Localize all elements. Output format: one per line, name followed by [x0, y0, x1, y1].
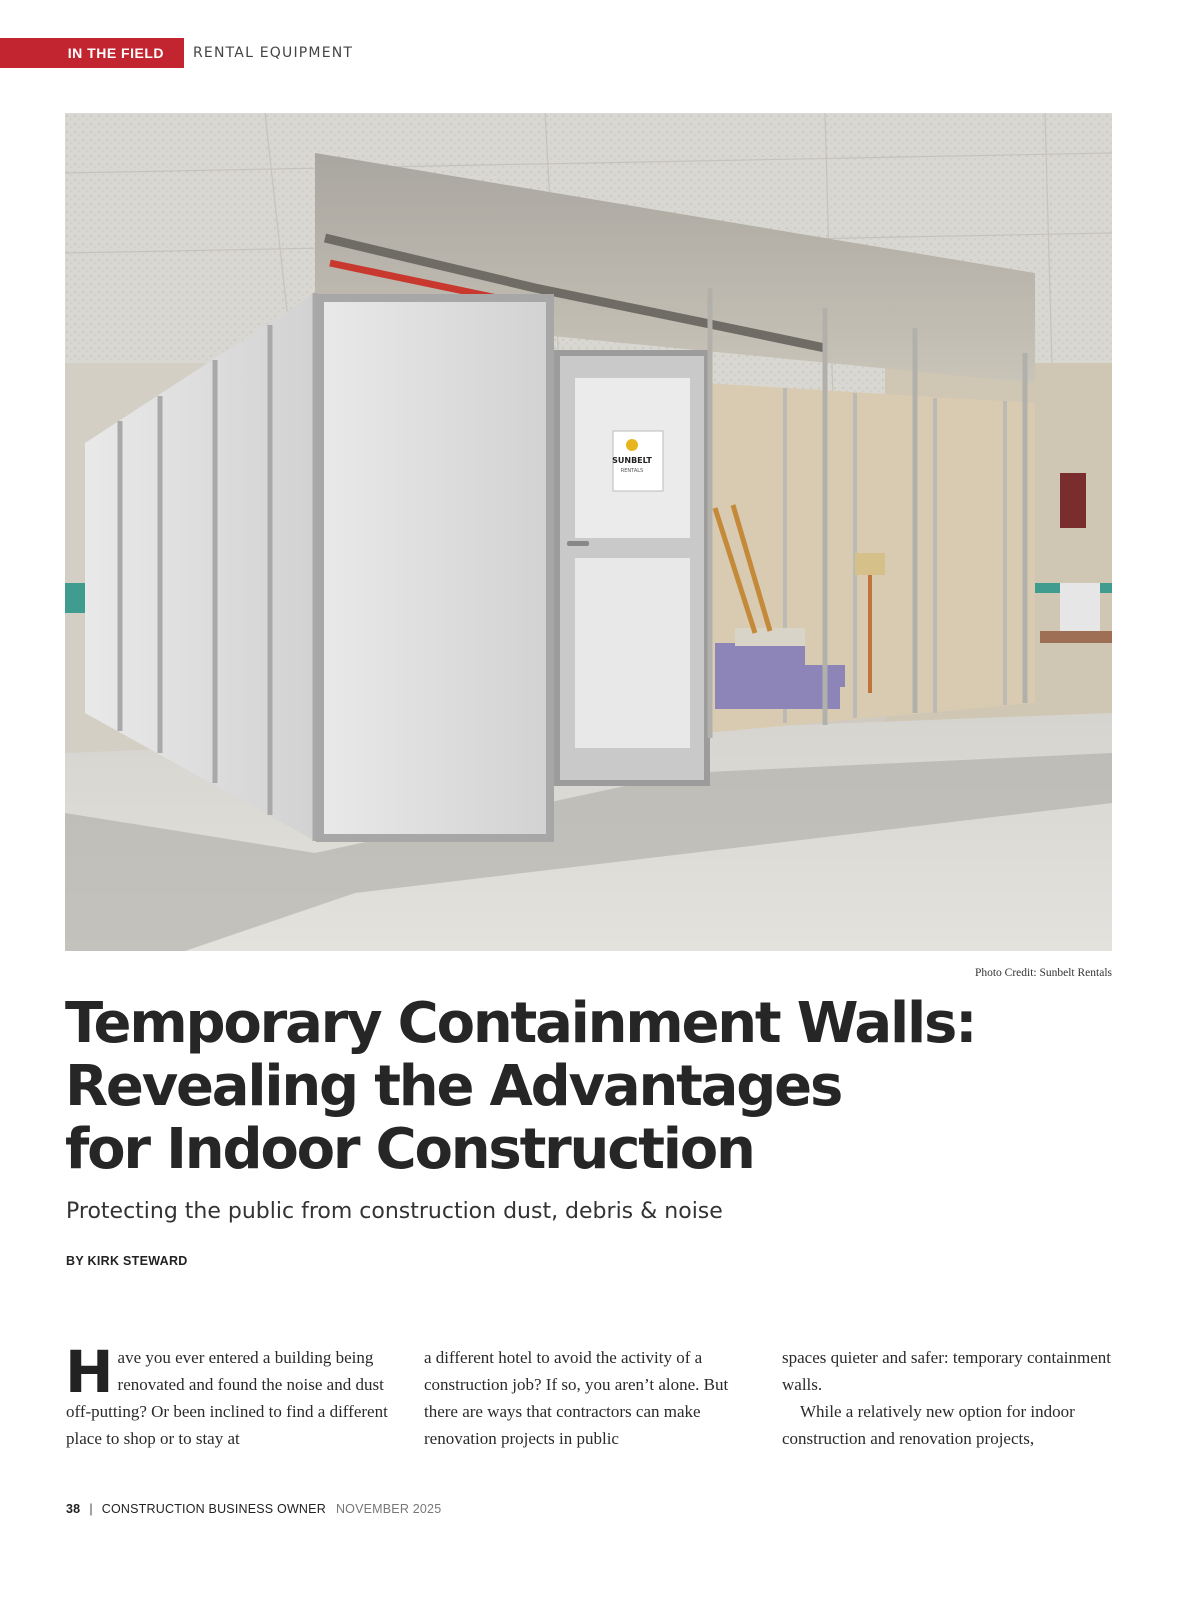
body-text: ave you ever entered a building being renovated and found the noise and dust off-putting? Or been inclined to find a different place to shop or to stay at	[66, 1348, 388, 1448]
issue-date: NOVEMBER 2025	[335, 1502, 442, 1516]
headline-line-3: for Indoor Construction	[65, 1117, 754, 1182]
body-column-3	[782, 1344, 1112, 1452]
subheadline: Protecting the public from construction dust, debris & noise	[66, 1199, 723, 1224]
footer-separator: |	[89, 1502, 93, 1516]
headline	[65, 992, 1065, 1181]
feature-photo	[65, 113, 1112, 951]
headline-line-1: Temporary Containment Walls:	[65, 991, 976, 1056]
section-tab: IN THE FIELD	[0, 38, 184, 68]
body-text: a different hotel to avoid the activity of a construction job? If so, you aren’t alone. But there are ways that contractors can make renovation projects in public	[424, 1348, 729, 1448]
sign-brand: SUNBELT	[612, 456, 652, 465]
body-text: spaces quieter and safer: temporary containment walls.	[782, 1348, 1112, 1394]
headline-line-2: Revealing the Advantages	[65, 1054, 842, 1119]
body-column-2	[424, 1344, 754, 1452]
photo-credit: Photo Credit: Sunbelt Rentals	[974, 967, 1112, 979]
body-column-1	[65, 1338, 396, 1452]
publication-name: CONSTRUCTION BUSINESS OWNER	[101, 1502, 326, 1516]
body-text: While a relatively new option for indoor construction and renovation projects,	[782, 1402, 1075, 1448]
byline: BY KIRK STEWARD	[66, 1254, 188, 1268]
section-category: RENTAL EQUIPMENT	[193, 45, 354, 61]
sign-sub: RENTALS	[620, 468, 644, 474]
drop-cap: H	[65, 1338, 114, 1406]
page-number: 38	[66, 1502, 81, 1516]
page-footer	[66, 1502, 441, 1516]
